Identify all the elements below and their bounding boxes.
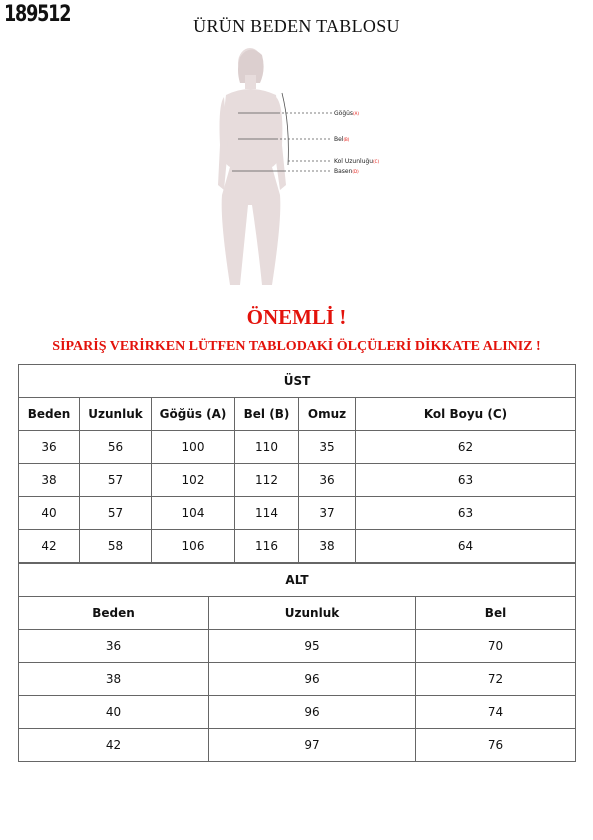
- table-cell: 36: [19, 630, 209, 663]
- table-cell: 70: [416, 630, 576, 663]
- table-cell: 95: [209, 630, 416, 663]
- svg-text:Basen(D): Basen(D): [334, 168, 359, 175]
- table-cell: 106: [152, 530, 235, 563]
- body-silhouette: [218, 48, 286, 285]
- body-measurement-figure: [210, 45, 390, 295]
- alt-size-table: [18, 563, 576, 762]
- table-cell: 42: [19, 530, 80, 563]
- alt-table-title: ALT: [19, 564, 576, 597]
- svg-text:Kol Uzunluğu(C): Kol Uzunluğu(C): [334, 158, 380, 165]
- ust-size-table: [18, 364, 576, 563]
- column-header: Bel: [416, 597, 576, 630]
- table-cell: 72: [416, 663, 576, 696]
- product-code: 189512: [4, 2, 71, 27]
- table-cell: 116: [235, 530, 299, 563]
- table-row: [19, 497, 576, 530]
- table-cell: 62: [356, 431, 576, 464]
- table-cell: 40: [19, 696, 209, 729]
- table-row: [19, 530, 576, 563]
- table-cell: 36: [19, 431, 80, 464]
- svg-text:Bel(B): Bel(B): [334, 136, 350, 143]
- svg-text:Göğüs(A): Göğüs(A): [334, 110, 359, 117]
- table-cell: 63: [356, 464, 576, 497]
- table-cell: 76: [416, 729, 576, 762]
- table-cell: 64: [356, 530, 576, 563]
- column-header: Uzunluk: [209, 597, 416, 630]
- label-kol-uzunlugu: Kol Uzunluğu: [334, 158, 374, 165]
- table-cell: 74: [416, 696, 576, 729]
- table-cell: 97: [209, 729, 416, 762]
- table-cell: 63: [356, 497, 576, 530]
- table-cell: 110: [235, 431, 299, 464]
- label-bel: Bel: [334, 136, 344, 143]
- column-header: Göğüs (A): [152, 398, 235, 431]
- table-cell: 114: [235, 497, 299, 530]
- table-cell: 40: [19, 497, 80, 530]
- table-row: [19, 464, 576, 497]
- table-cell: 56: [80, 431, 152, 464]
- table-cell: 100: [152, 431, 235, 464]
- column-header: Bel (B): [235, 398, 299, 431]
- table-cell: 38: [19, 464, 80, 497]
- table-cell: 96: [209, 696, 416, 729]
- table-cell: 112: [235, 464, 299, 497]
- table-cell: 57: [80, 464, 152, 497]
- table-cell: 36: [299, 464, 356, 497]
- table-cell: 35: [299, 431, 356, 464]
- table-row: [19, 729, 576, 762]
- ust-table-title: ÜST: [19, 365, 576, 398]
- table-cell: 38: [299, 530, 356, 563]
- table-cell: 37: [299, 497, 356, 530]
- important-heading: ÖNEMLİ !: [246, 305, 347, 329]
- table-row: [19, 663, 576, 696]
- label-basen: Basen: [334, 168, 353, 175]
- column-header: Omuz: [299, 398, 356, 431]
- column-header: Uzunluk: [80, 398, 152, 431]
- table-cell: 104: [152, 497, 235, 530]
- ust-header-row: [19, 398, 576, 431]
- label-gogus: Göğüs: [334, 110, 354, 117]
- table-cell: 96: [209, 663, 416, 696]
- column-header: Beden: [19, 597, 209, 630]
- table-row: [19, 431, 576, 464]
- table-row: [19, 696, 576, 729]
- column-header: Kol Boyu (C): [356, 398, 576, 431]
- alt-header-row: [19, 597, 576, 630]
- table-row: [19, 630, 576, 663]
- table-cell: 58: [80, 530, 152, 563]
- page-title: ÜRÜN BEDEN TABLOSU: [193, 16, 400, 36]
- column-header: Beden: [19, 398, 80, 431]
- table-cell: 38: [19, 663, 209, 696]
- table-cell: 57: [80, 497, 152, 530]
- warning-text: SİPARİŞ VERİRKEN LÜTFEN TABLODAKİ ÖLÇÜLERİ DİKKATE ALINIZ !: [52, 339, 541, 354]
- table-cell: 102: [152, 464, 235, 497]
- table-cell: 42: [19, 729, 209, 762]
